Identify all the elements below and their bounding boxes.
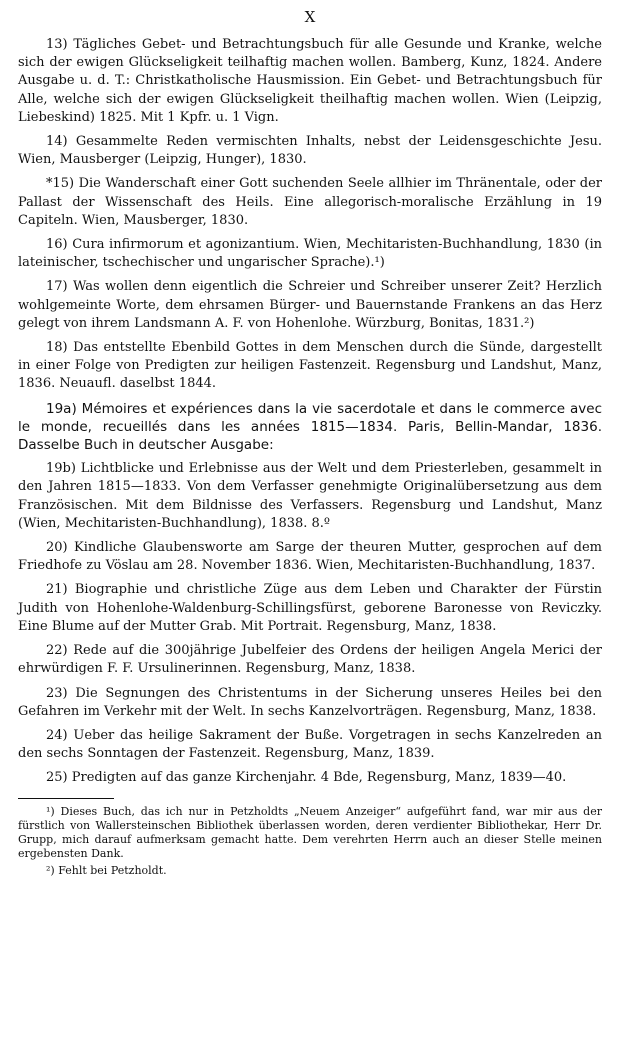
entry-24: 24) Ueber das heilige Sakrament der Buße. Vorgetragen in sechs Kanzelreden an den sechs Sonntagen der Fastenzeit. Regensburg, Manz, 1839. (18, 727, 602, 762)
entry-15: *15) Die Wanderschaft einer Gott suchenden Seele allhier im Thränentale, oder der Pallast der Wissenschaft des Heils. Eine allegorisch-moralische Erzählung in 19 Capiteln. Wien, Mausberger, 1830. (18, 176, 602, 228)
page-number: X (304, 8, 316, 26)
bibliography-list (18, 36, 602, 788)
entry-17: 17) Was wollen denn eigentlich die Schreier und Schreiber unserer Zeit? Herzlich wohlgemeinte Worte, dem ehrsamen Bürger- und Bauernstande Frankens an das Herz gelegt von ihrem Landsmann A. F. von Hohenlohe. Würzburg, Bonitas, 1831.²) (18, 279, 602, 331)
footnotes (18, 805, 602, 879)
entry-14: 14) Gesammelte Reden vermischten Inhalts, nebst der Leidensgeschichte Jesu. Wien, Mausberger (Leipzig, Hunger), 1830. (18, 134, 602, 168)
entry-19a: 19a) Mémoires et expériences dans la vie sacerdotale et dans le commerce avec le monde, recueillés dans les années 1815—1834. Paris, Bellin-Mandar, 1836. Dasselbe Buch in deutscher Ausgabe: (18, 400, 602, 454)
entry-16: 16) Cura infirmorum et agonizantium. Wien, Mechitaristen-Buchhandlung, 1830 (in lateinischer, tschechischer und ungarischer Sprache).¹) (18, 237, 602, 271)
footnote-divider (18, 798, 114, 799)
entry-21: 21) Biographie und christliche Züge aus dem Leben und Charakter der Fürstin Judith von Hohenlohe-Waldenburg-Schillingsfürst, geborene Baronesse von Reviczky. Eine Blume auf der Mutter Grab. Mit Portrait. Regensburg, Manz, 1838. (18, 582, 602, 634)
entry-22: 22) Rede auf die 300jährige Jubelfeier des Ordens der heiligen Angela Merici der ehrwürdigen F. F. Ursulinerinnen. Regensburg, Manz, 1838. (18, 643, 602, 677)
entry-20: 20) Kindliche Glaubensworte am Sarge der theuren Mutter, gesprochen auf dem Friedhofe zu Vöslau am 28. November 1836. Wien, Mechitaristen-Buchhandlung, 1837. (18, 540, 602, 574)
entry-23: 23) Die Segnungen des Christentums in der Sicherung unseres Heiles bei den Gefahren im Verkehr mit der Welt. In sechs Kanzelvorträgen. Regensburg, Manz, 1838. (18, 685, 602, 719)
footnote-2: ²) Fehlt bei Petzholdt. (46, 864, 167, 878)
footnote-1: ¹) Dieses Buch, das ich nur in Petzholdts „Neuem Anzeiger“ aufgeführt fand, war mir aus der fürstlich von Wallersteinschen Bibliothek überlassen worden, deren verdienter Bibliothekar, Herr Dr. Grupp, mich darauf aufmerksam gemacht hatte. Dem verehrten Herrn auch an dieser Stelle meinen ergebensten Dank. (18, 804, 602, 861)
entry-19b: 19b) Lichtblicke und Erlebnisse aus der Welt und dem Priesterleben, gesammelt in den Jahren 1815—1833. Von dem Verfasser genehmigte Originalübersetzung aus dem Französischen. Mit dem Bildnisse des Verfassers. Regensburg und Landshut, Manz (Wien, Mechitaristen-Buchhandlung), 1838. 8.º (18, 461, 602, 531)
entry-25: 25) Predigten auf das ganze Kirchenjahr. 4 Bde, Regensburg, Manz, 1839—40. (46, 770, 567, 786)
entry-18: 18) Das entstellte Ebenbild Gottes in dem Menschen durch die Sünde, dargestellt in einer Folge von Predigten zur heiligen Fastenzeit. Regensburg und Landshut, Manz, 1836. Neuaufl. daselbst 1844. (18, 340, 602, 392)
entry-13: 13) Tägliches Gebet- und Betrachtungsbuch für alle Gesunde und Kranke, welche sich der ewigen Glückseligkeit teilhaftig machen wollen. Bamberg, Kunz, 1824. Andere Ausgabe u. d. T.: Christkatholische Hausmission. Ein Gebet- und Betrachtungsbuch für Alle, welche sich der ewigen Glückseligkeit theilhaftig machen wollen. Wien (Leipzig, Liebeskind) 1825. Mit 1 Kpfr. u. 1 Vign. (18, 37, 602, 125)
